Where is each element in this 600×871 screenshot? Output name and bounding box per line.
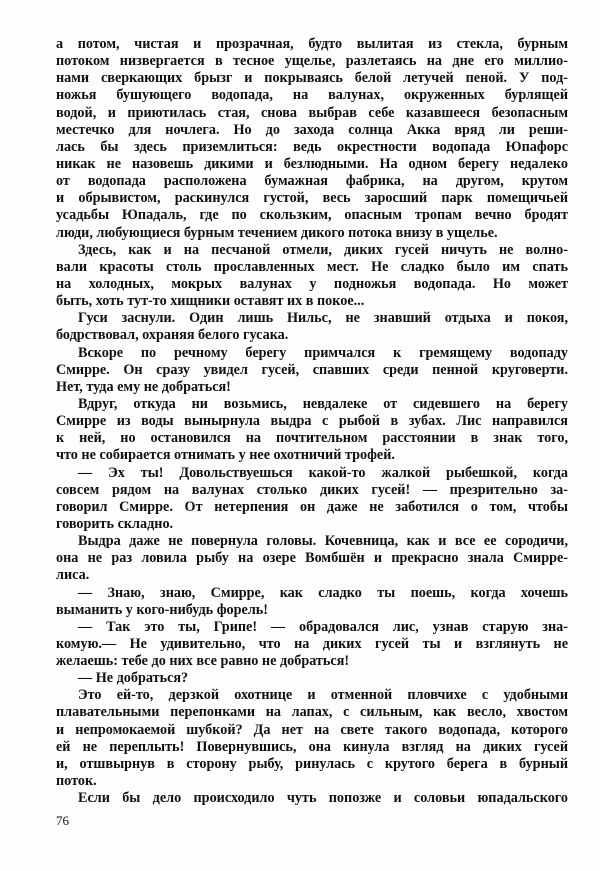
text-line: а потом, чистая и прозрачная, будто вылитая из стекла, бурным <box>56 36 568 52</box>
text-line: вали красоты столь прославленных мест. Не сладко было им спать <box>56 258 568 275</box>
text-line: от водопада расположена бумажная фабрика, на другом, крутом <box>56 173 568 190</box>
text-line: к ней, но остановился на почтительном расстоянии в знак того, <box>56 430 568 447</box>
paragraph <box>56 585 568 619</box>
text-line: бодрствовал, охраняя белого гусака. <box>56 327 289 344</box>
text-line: и, отшвырнув в сторону рыбу, ринулась с крутого берега в бурный <box>56 755 568 772</box>
text-line: — Так это ты, Грипе! — обрадовался лис, узнав старую зна- <box>78 618 568 635</box>
paragraph <box>56 310 568 344</box>
paragraph <box>56 36 568 242</box>
text-line: говорить складно. <box>56 515 174 532</box>
text-line: люди, любующиеся бурным течением дикого потока внизу в ущелье. <box>56 224 498 241</box>
text-line: водой, и приютилась стая, снова выбрав себе казавшееся безопасным <box>56 104 568 121</box>
text-line: поток. <box>56 773 97 790</box>
text-line: что не собирается отнимать у нее охотничий трофей. <box>56 447 395 464</box>
text-line: комую.— Не удивительно, что на диких гусей ты и взглянуть не <box>56 635 568 652</box>
paragraph <box>56 345 568 396</box>
text-line: ножья бушующего водопада, на валунах, окруженных бурлящей <box>56 87 568 104</box>
text-line: Смирре. Он сразу увидел гусей, спавших среди пенной круговерти. <box>56 361 568 378</box>
paragraph <box>56 619 568 670</box>
paragraph <box>56 670 568 687</box>
text-line: Здесь, как и на песчаной отмели, диких гусей ничуть не волно- <box>78 241 568 258</box>
paragraph <box>56 465 568 534</box>
text-line: желаешь: тебе до них все равно не добраться! <box>56 653 350 670</box>
text-line: ей не переплыть! Повернувшись, она кинула взгляд на диких гусей <box>56 738 568 755</box>
text-line: Нет, туда ему не добраться! <box>56 378 231 395</box>
text-line: никак не назовешь дикими и безлюдными. На одном берегу недалеко <box>56 155 568 172</box>
text-line: Вскоре по речному берегу примчался к гремящему водопаду <box>78 344 568 361</box>
text-line: Выдра даже не повернула головы. Кочевница, как и все ее сородичи, <box>78 533 568 550</box>
paragraph <box>56 687 568 790</box>
text-line: Это ей-то, дерзкой охотнице и отменной пловчихе с удобными <box>78 687 568 704</box>
paragraph <box>56 533 568 584</box>
paragraph <box>56 396 568 465</box>
page-number: 76 <box>56 813 69 828</box>
paragraph <box>56 790 568 807</box>
text-line: — Не добраться? <box>78 670 189 687</box>
text-line: Вдруг, откуда ни возьмись, невдалеке от сидевшего на берегу <box>78 395 568 412</box>
body-text <box>56 36 568 807</box>
text-line: Если бы дело происходило чуть попозже и соловьи юпадальского <box>78 790 568 807</box>
text-line: выманить у кого-нибудь форель! <box>56 601 269 618</box>
text-line: быть, хоть тут-то хищники оставят их в покое... <box>56 293 365 310</box>
text-line: нами сверкающих брызг и покрываясь белой летучей пеной. У под- <box>56 70 568 87</box>
text-line: местечко для ночлега. Но до захода солнца Акка вряд ли реши- <box>56 121 568 138</box>
text-line: и непромокаемой шубкой? Да нет на свете такого водопада, которого <box>56 721 568 738</box>
text-line: Гуси заснули. Один лишь Нильс, не знавший отдыха и покоя, <box>78 310 568 327</box>
text-line: — Знаю, знаю, Смирре, как сладко ты поешь, когда хочешь <box>78 584 568 601</box>
text-line: лась бы здесь приземлиться: ведь окрестности водопада Юпафорс <box>56 138 568 155</box>
text-line: и обрывистом, раскинулся густой, весь заросший парк помещичьей <box>56 190 568 207</box>
text-line: она не раз ловила рыбу на озере Вомбшён и прекрасно знала Смирре- <box>56 550 568 567</box>
text-line: — Эх ты! Довольствуешься какой-то жалкой рыбешкой, когда <box>78 464 568 481</box>
paragraph <box>56 242 568 311</box>
text-line: потоком низвергается в тесное ущелье, разлетаясь на дне его миллио- <box>56 53 568 70</box>
text-line: говорил Смирре. От нетерпения он даже не заботился о том, чтобы <box>56 498 568 515</box>
text-line: усадьбы Юпадаль, где по скользким, опасным тропам вечно бродят <box>56 207 568 224</box>
text-line: совсем рядом на валунах столько диких гусей! — презрительно за- <box>56 481 568 498</box>
text-line: Смирре из воды вынырнула выдра с рыбой в зубах. Лис направился <box>56 413 568 430</box>
text-line: на холодных, мокрых валунах у подножья водопада. Но может <box>56 275 568 292</box>
text-line: плавательными перепонками на лапах, с сильным, как весло, хвостом <box>56 704 568 721</box>
text-line: лиса. <box>56 567 90 584</box>
